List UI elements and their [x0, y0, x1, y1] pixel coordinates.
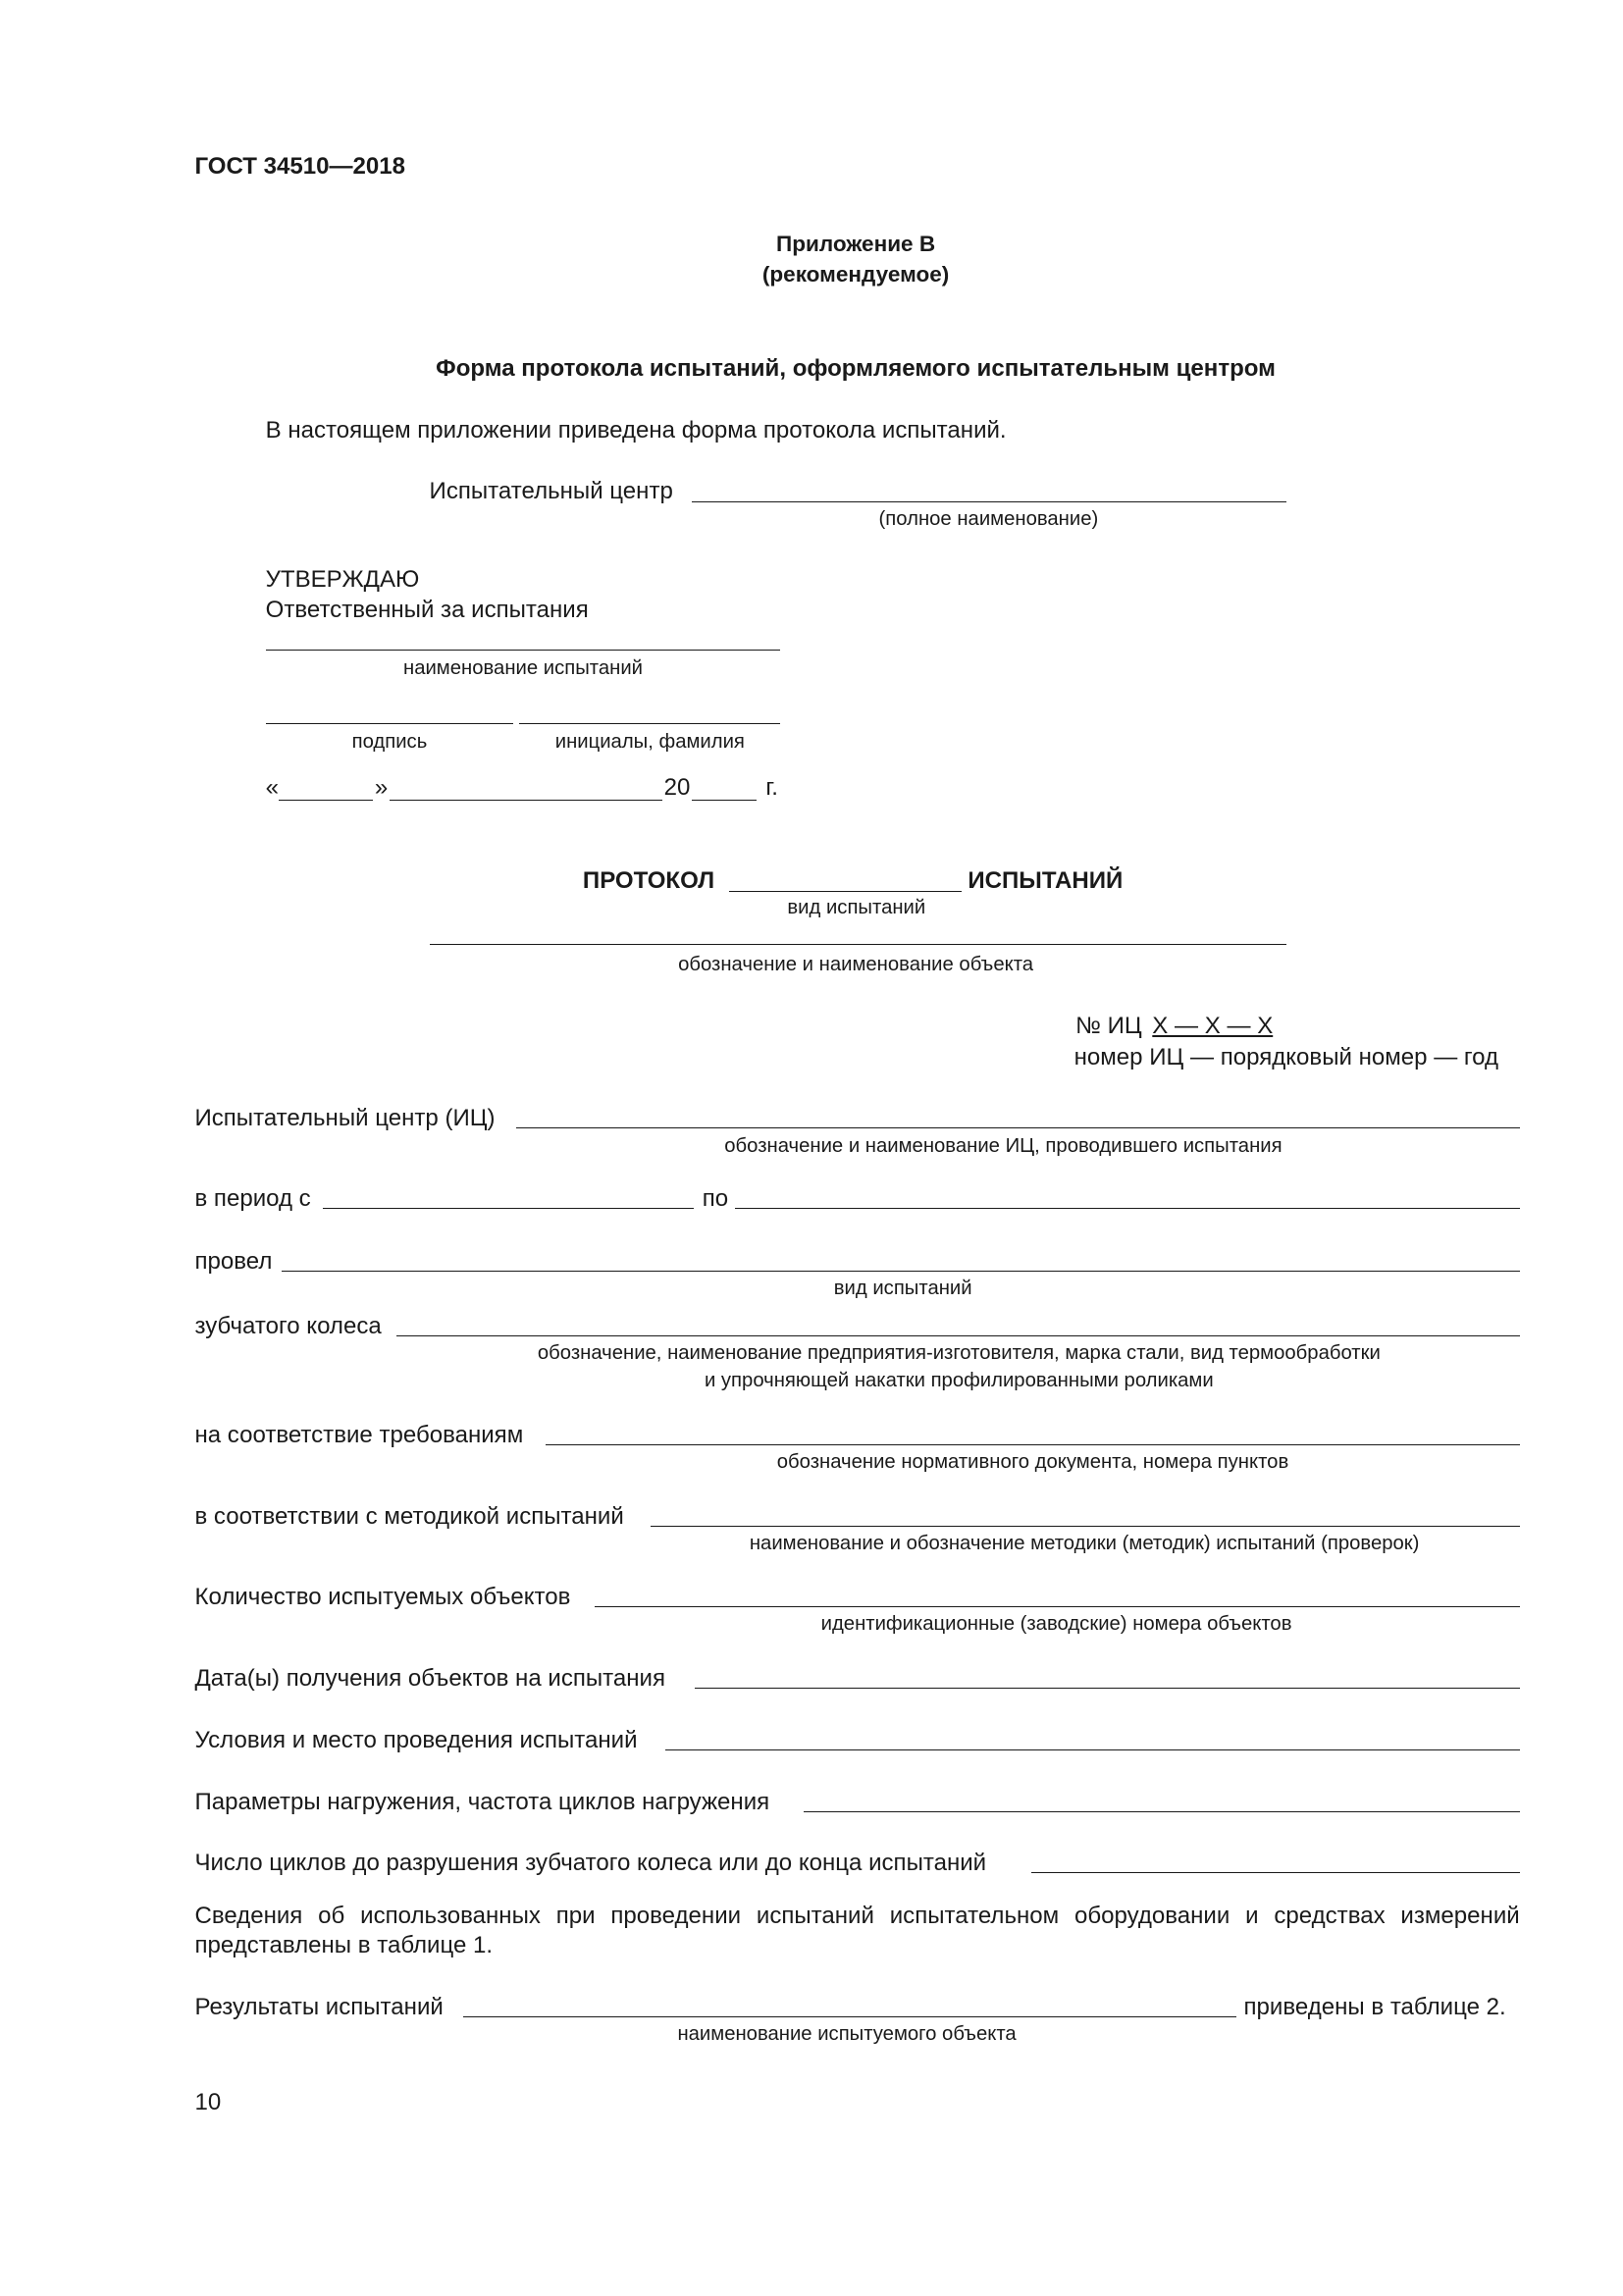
standard-code: ГОСТ 34510—2018 [194, 152, 406, 180]
center-field[interactable] [516, 1127, 1519, 1128]
results-label: Результаты испытаний [194, 1994, 444, 2021]
results-suffix: приведены в таблице 2. [1243, 1994, 1506, 2021]
conducted-caption: вид испытаний [833, 1277, 972, 1299]
equipment-text-2: представлены в таблице 1. [194, 1932, 494, 1959]
quantity-caption: идентификационные (заводские) номера объектов [820, 1613, 1292, 1636]
signature-caption: подпись [351, 731, 428, 754]
period-to-label: по [702, 1185, 729, 1213]
protocol-number-prefix: № ИЦ [1075, 1013, 1142, 1040]
quantity-label: Количество испытуемых объектов [194, 1584, 571, 1611]
date-quote-close: » [374, 773, 389, 801]
test-center-field[interactable] [692, 501, 1286, 502]
protocol-number-value: Х — Х — Х [1152, 1013, 1274, 1040]
test-name-caption: наименование испытаний [403, 657, 644, 680]
receipt-label: Дата(ы) получения объектов на испытания [194, 1665, 665, 1693]
loading-label: Параметры нагружения, частота циклов нагружения [194, 1789, 770, 1816]
intro-text: В настоящем приложении приведена форма протокола испытаний. [265, 417, 1007, 444]
date-quote-open: « [265, 773, 280, 801]
initials-field[interactable] [519, 723, 780, 724]
gear-field[interactable] [396, 1335, 1519, 1336]
requirements-field[interactable] [546, 1444, 1519, 1445]
page-number: 10 [194, 2088, 222, 2115]
equipment-text: Сведения об использованных при проведении испытаний испытательном оборудовании и средствах измерений [194, 1903, 1520, 1930]
date-month-field[interactable] [390, 800, 662, 801]
receipt-field[interactable] [695, 1688, 1520, 1689]
loading-field[interactable] [804, 1811, 1519, 1812]
test-center-label: Испытательный центр [429, 477, 673, 504]
gear-caption-1: обозначение, наименование предприятия-изготовителя, марка стали, вид термообработки [537, 1341, 1381, 1364]
method-caption: наименование и обозначение методики (методик) испытаний (проверок) [749, 1532, 1420, 1554]
object-caption: обозначение и наименование объекта [678, 954, 1034, 976]
test-center-caption: (полное наименование) [878, 508, 1099, 531]
appendix-status: (рекомендуемое) [761, 262, 950, 287]
requirements-label: на соответствие требованиям [194, 1421, 524, 1448]
center-caption: обозначение и наименование ИЦ, проводившего испытания [724, 1135, 1283, 1158]
cycles-field[interactable] [1031, 1872, 1520, 1873]
results-caption: наименование испытуемого объекта [677, 2023, 1017, 2046]
protocol-kind-caption: вид испытаний [787, 896, 926, 918]
approve-label: УТВЕРЖДАЮ [265, 565, 420, 593]
year-suffix: г. [765, 773, 778, 801]
responsible-label: Ответственный за испытания [265, 597, 589, 624]
method-label: в соответствии с методикой испытаний [194, 1502, 624, 1530]
gear-label: зубчатого колеса [194, 1312, 382, 1339]
cycles-label: Число циклов до разрушения зубчатого колеса или до конца испытаний [194, 1850, 987, 1876]
conducted-label: провел [194, 1247, 273, 1275]
results-field[interactable] [463, 2016, 1236, 2017]
initials-caption: инициалы, фамилия [554, 731, 745, 754]
period-from-field[interactable] [323, 1208, 693, 1209]
quantity-field[interactable] [595, 1606, 1520, 1607]
object-field[interactable] [430, 944, 1287, 945]
date-year-field[interactable] [692, 800, 757, 801]
center-label: Испытательный центр (ИЦ) [194, 1104, 496, 1131]
gear-caption-2: и упрочняющей накатки профилированными роликами [704, 1370, 1214, 1392]
period-to-field[interactable] [735, 1208, 1520, 1209]
date-day-field[interactable] [279, 800, 373, 801]
conducted-field[interactable] [282, 1271, 1520, 1272]
signature-field[interactable] [266, 723, 514, 724]
form-title: Форма протокола испытаний, оформляемого испытательным центром [436, 354, 1276, 382]
protocol-tests-word: ИСПЫТАНИЙ [968, 866, 1124, 894]
appendix-title: Приложение В [776, 231, 936, 256]
method-field[interactable] [651, 1526, 1520, 1527]
year-prefix: 20 [663, 773, 691, 801]
conditions-field[interactable] [665, 1749, 1520, 1750]
protocol-word: ПРОТОКОЛ [582, 866, 715, 894]
test-name-field[interactable] [266, 650, 781, 651]
conditions-label: Условия и место проведения испытаний [194, 1727, 638, 1754]
requirements-caption: обозначение нормативного документа, номера пунктов [776, 1451, 1289, 1474]
period-from-label: в период с [194, 1185, 311, 1213]
protocol-number-caption: номер ИЦ — порядковый номер — год [1073, 1044, 1499, 1071]
protocol-kind-field[interactable] [729, 891, 963, 892]
